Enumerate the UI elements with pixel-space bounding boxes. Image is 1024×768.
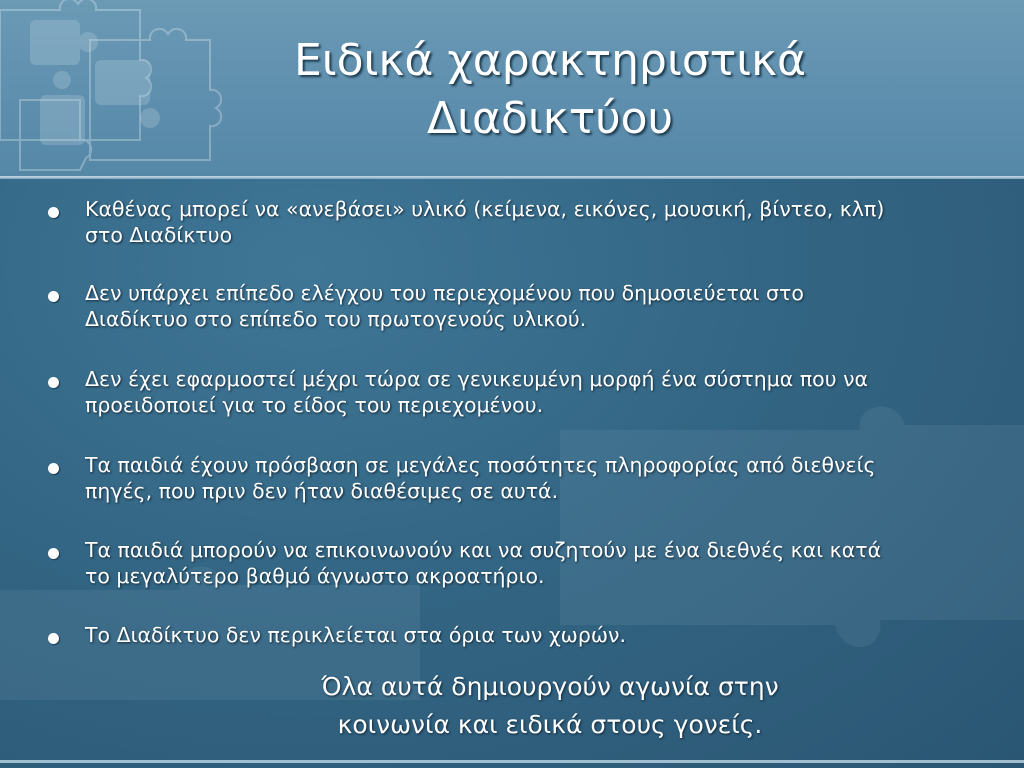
- bullet-line: Διαδίκτυο στο επίπεδο του πρωτογενούς υλικού.: [85, 307, 587, 331]
- bullet-text: [85, 537, 881, 589]
- title-line-2: Διαδικτύου: [426, 93, 674, 144]
- bullet-line: πηγές, που πριν δεν ήταν διαθέσιμες σε αυτά.: [85, 479, 559, 503]
- header-divider: [0, 176, 1024, 179]
- conclusion-line-1: Όλα αυτά δημιουργούν αγωνία στην: [321, 672, 779, 701]
- footer-divider: [0, 760, 1024, 763]
- bullet-item: [44, 452, 984, 504]
- bullet-line: Καθένας μπορεί να «ανεβάσει» υλικό (κείμενα, εικόνες, μουσική, βίντεο, κλπ): [85, 197, 885, 221]
- bullet-dot-icon: [48, 633, 59, 644]
- bullet-dot-icon: [48, 291, 59, 302]
- title-line-1: Ειδικά χαρακτηριστικά: [293, 35, 807, 86]
- slide-title: [200, 32, 900, 148]
- bullet-line: Δεν έχει εφαρμοστεί μέχρι τώρα σε γενικευμένη μορφή ένα σύστημα που να: [85, 367, 869, 391]
- bullet-item: [44, 622, 984, 648]
- bullet-dot-icon: [48, 377, 59, 388]
- bullet-text: [85, 280, 804, 332]
- bullet-line: Τα παιδιά μπορούν να επικοινωνούν και να συζητούν με ένα διεθνές και κατά: [85, 538, 882, 562]
- bullet-line: Δεν υπάρχει επίπεδο ελέγχου του περιεχομένου που δημοσιεύεται στο: [85, 281, 804, 305]
- bullet-dot-icon: [48, 548, 59, 559]
- bullet-item: [44, 366, 984, 418]
- bullet-line: Το Διαδίκτυο δεν περικλείεται στα όρια των χωρών.: [85, 623, 626, 647]
- bullet-text: [85, 622, 626, 648]
- bullet-line: Τα παιδιά έχουν πρόσβαση σε μεγάλες ποσότητες πληροφορίας από διεθνείς: [85, 453, 876, 477]
- bullet-item: [44, 196, 984, 248]
- conclusion-text: [200, 668, 900, 744]
- bullet-text: [85, 452, 876, 504]
- conclusion-line-2: κοινωνία και ειδικά στους γονείς.: [337, 710, 763, 739]
- puzzle-shadow-large-1: [560, 406, 1024, 647]
- bullet-line: προειδοποιεί για το είδος του περιεχομένου.: [85, 393, 544, 417]
- bullet-text: [85, 366, 868, 418]
- bullet-line: στο Διαδίκτυο: [85, 223, 233, 247]
- bullet-text: [85, 196, 884, 248]
- bullet-line: το μεγαλύτερο βαθμό άγνωστο ακροατήριο.: [85, 564, 545, 588]
- bullet-dot-icon: [48, 207, 59, 218]
- bullet-item: [44, 280, 984, 332]
- bullet-item: [44, 537, 984, 589]
- bullet-dot-icon: [48, 463, 59, 474]
